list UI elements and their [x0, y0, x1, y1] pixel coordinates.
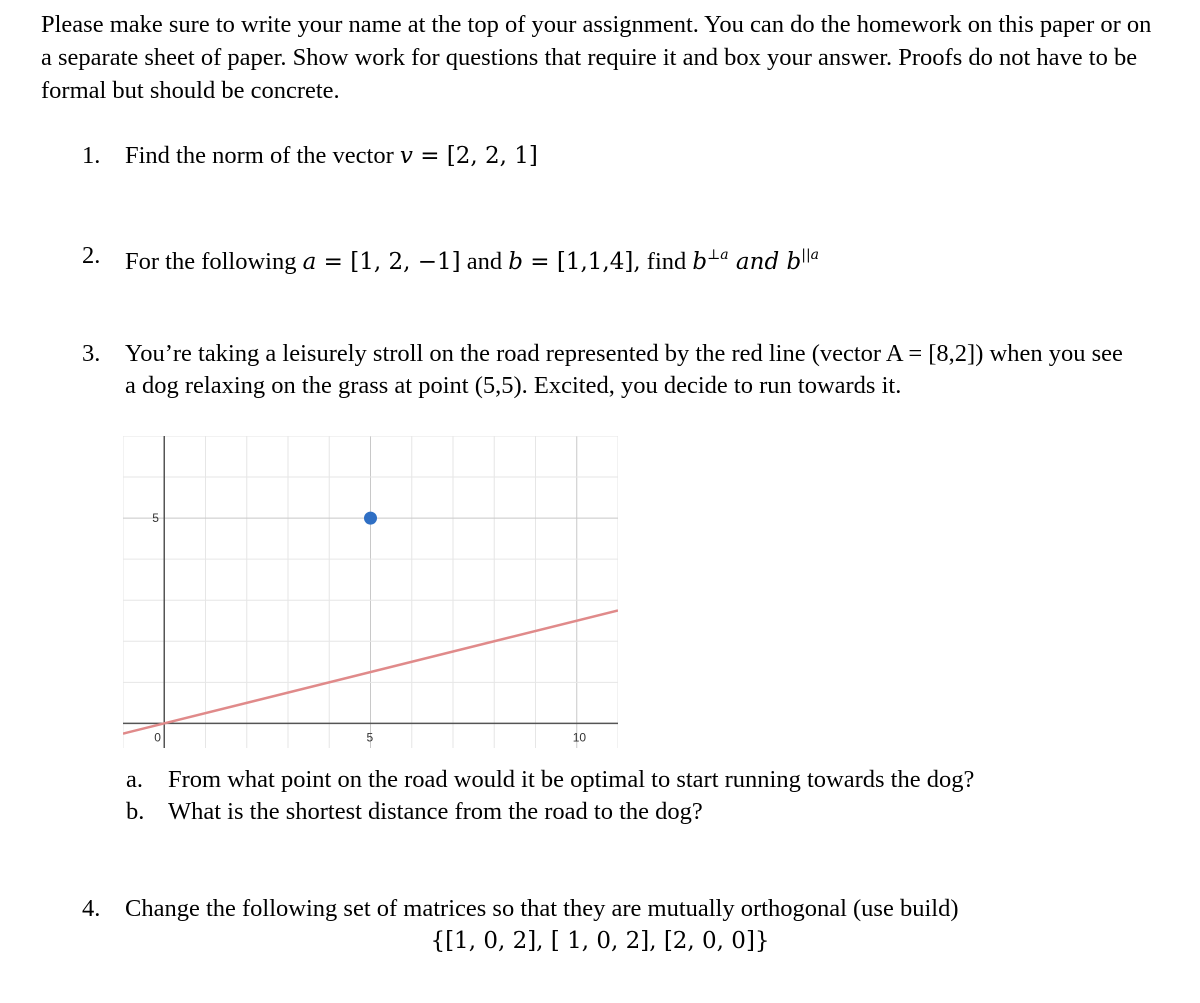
vector-value: = [2, 2, 1]	[412, 143, 538, 169]
question-1-text: Find the norm of the vector	[125, 142, 400, 169]
sub-b-label: b.	[126, 798, 145, 825]
sub-a-label: a.	[126, 766, 143, 793]
vector-variable: v	[399, 143, 413, 169]
matrix-set: {[1, 0, 2], [ 1, 0, 2], [2, 0, 0]}	[430, 928, 770, 954]
question-number: 4.	[82, 895, 101, 922]
vector-b-value: = [1,1,4],	[522, 249, 641, 275]
question-3-text: You’re taking a leisurely stroll on the road represented by the red line (vector A = [8,2]) when you see a dog relaxing on the grass at point (5,5). Excited, you decide to run towards it.	[125, 340, 1123, 399]
q2-lead: For the following	[125, 248, 303, 275]
question-number: 2.	[82, 242, 101, 269]
q2-and: and	[460, 248, 509, 275]
question-number: 1.	[82, 142, 101, 169]
sub-b-text: What is the shortest distance from the road to the dog?	[168, 798, 703, 825]
question-text: Change the following set of matrices so that they are mutually orthogonal (use build)	[125, 895, 959, 922]
y-tick-label: 5	[152, 511, 159, 526]
perp-superscript: ⊥a	[707, 247, 729, 263]
x-tick-label: 5	[366, 730, 374, 745]
parallel-superscript: ||a	[801, 247, 820, 263]
instructions-paragraph: Please make sure to write your name at the top of your assignment. You can do the homework on this paper or on a separate sheet of paper. Show work for questions that require it and box your answer. Proofs do not have to be formal but should be concrete.	[41, 11, 1152, 104]
x-tick-label: 0	[154, 730, 161, 745]
road-dog-graph	[123, 436, 618, 748]
vector-a-value: = [1, 2, −1]	[316, 249, 461, 275]
b-perp-base: b	[692, 249, 708, 275]
q2-and-italic: and	[728, 249, 787, 275]
vector-b-name: b	[508, 249, 523, 275]
q2-find: find	[640, 248, 693, 275]
b-par-base: b	[786, 249, 802, 275]
question-text	[125, 240, 819, 278]
question-3-number: 3.	[82, 340, 101, 367]
dog-point	[364, 512, 377, 525]
chart-grid	[123, 436, 618, 748]
sub-a-text: From what point on the road would it be optimal to start running towards the dog?	[168, 766, 975, 793]
question-text	[125, 140, 538, 172]
x-tick-label: 10	[572, 730, 587, 745]
vector-a-name: a	[302, 249, 317, 275]
